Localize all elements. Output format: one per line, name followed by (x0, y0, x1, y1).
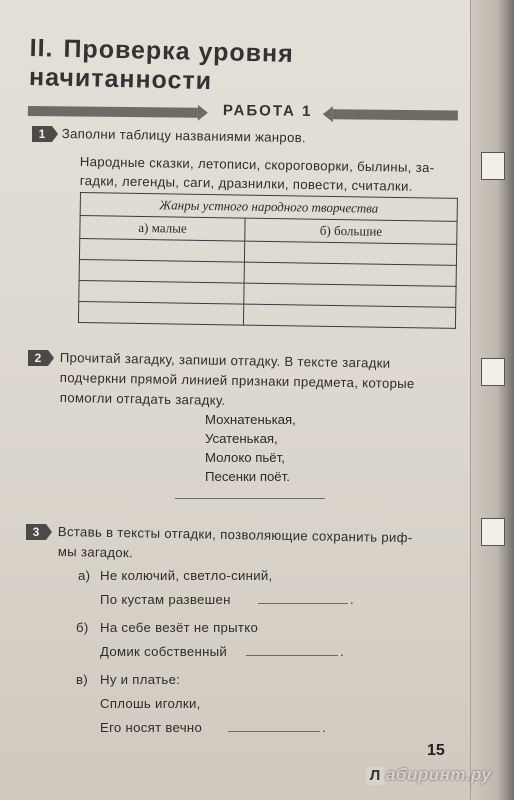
score-margin (470, 0, 514, 800)
table-cell-small[interactable] (78, 301, 243, 325)
task-1-words-line1: Народные сказки, летописи, скороговорки, былины, за- (79, 153, 435, 176)
task-3-c-period: . (322, 720, 326, 735)
task-2-line3: помогли отгадать загадку. (59, 389, 226, 408)
task-2-line1: Прочитай загадку, запиши отгадку. В тексте загадки (59, 349, 391, 371)
task-3-line1: Вставь в тексты отгадки, позволяющие сохранить риф- (57, 523, 413, 546)
riddle-line-2: Усатенькая, (205, 431, 278, 446)
task-3-b-answer-line[interactable] (246, 655, 338, 656)
task-2-line2: подчеркни прямой линией признаки предмета, которые (59, 369, 415, 392)
task-1-number: 1 (32, 126, 52, 142)
banner-arrow-left (28, 106, 198, 118)
task-3-c-answer-line[interactable] (228, 731, 320, 732)
genres-table-title: Жанры устного народного творчества (80, 193, 457, 222)
table-cell-small[interactable] (79, 280, 244, 304)
page-number: 15 (427, 742, 445, 759)
work-label: РАБОТА 1 (222, 102, 313, 120)
score-box-task-3[interactable] (481, 518, 505, 546)
watermark-text: абиринт.ру (386, 765, 492, 784)
task-3-b-line1: На себе везёт не прытко (100, 620, 259, 635)
score-box-task-2[interactable] (481, 358, 505, 386)
table-cell-small[interactable] (79, 239, 244, 263)
work-banner (28, 100, 458, 127)
section-title (29, 34, 460, 102)
task-3-a-line1: Не колючий, светло-синий, (100, 568, 273, 583)
table-row (78, 301, 455, 328)
table-cell-large[interactable] (244, 304, 456, 328)
section-number: II. (29, 34, 54, 63)
task-3-a-answer-line[interactable] (258, 603, 348, 604)
task-3-c-label: в) (76, 672, 88, 687)
task-2-answer-line[interactable] (175, 498, 325, 499)
task-3-c-line2: Сплошь иголки, (100, 696, 201, 711)
table-cell-small[interactable] (79, 259, 244, 283)
task-3-b-label: б) (76, 620, 89, 635)
task-3-c-line3: Его носят вечно (100, 720, 203, 735)
riddle-line-3: Молоко пьёт, (205, 450, 285, 465)
genres-table (78, 192, 458, 329)
genres-col-large: б) большие (245, 218, 457, 244)
task-3-a-label: а) (78, 568, 91, 583)
riddle-line-1: Мохнатенькая, (205, 412, 296, 427)
task-3-b-period: . (340, 644, 344, 659)
task-3-c-line1: Ну и платье: (100, 672, 181, 687)
task-3-a-line2: По кустам развешен (100, 592, 231, 607)
score-box-task-1[interactable] (481, 152, 505, 180)
task-3-b-line2: Домик собственный (100, 644, 228, 659)
section-title-text: Проверка уровня начитанности (28, 34, 295, 96)
task-3-number: 3 (26, 524, 46, 540)
banner-arrow-right (333, 109, 458, 120)
task-1-words-line2: гадки, легенды, саги, дразнилки, повести, считалки. (79, 172, 413, 194)
watermark-logo: Л (366, 767, 384, 785)
riddle-line-4: Песенки поёт. (205, 469, 290, 484)
task-3-a-period: . (350, 592, 354, 607)
task-3-line2: мы загадок. (57, 543, 134, 561)
task-1-instruction: Заполни таблицу названиями жанров. (61, 125, 307, 146)
genres-col-small: а) малые (80, 216, 246, 242)
task-2-number: 2 (28, 350, 48, 366)
